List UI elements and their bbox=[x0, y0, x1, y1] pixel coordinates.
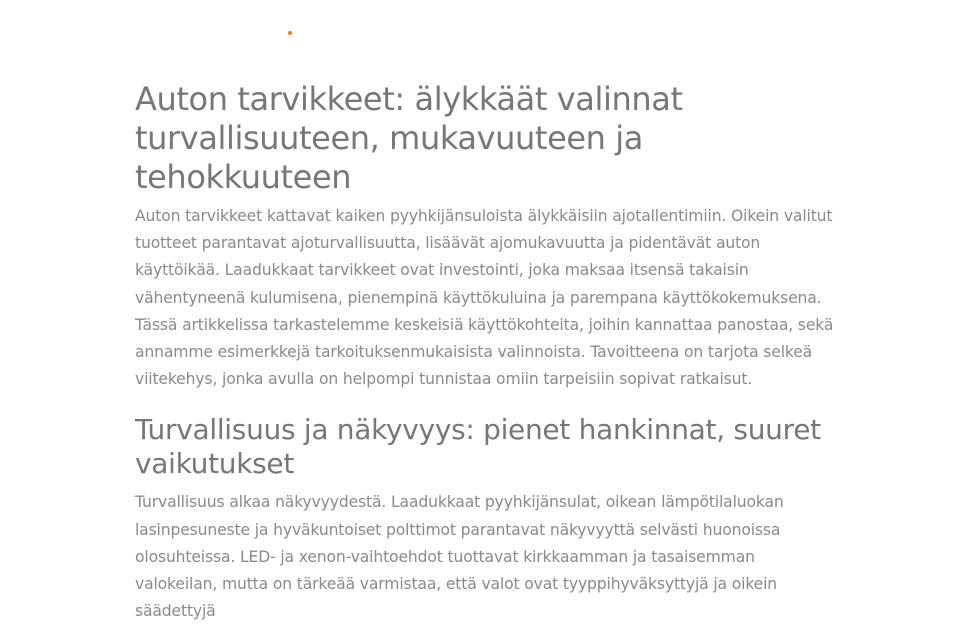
article-title: Auton tarvikkeet: älykkäät valinnat turvallisuuteen, mukavuuteen ja tehokkuuteen bbox=[135, 80, 683, 196]
header-accent-dot bbox=[288, 31, 292, 35]
article-intro-paragraph: Auton tarvikkeet kattavat kaiken pyyhkijänsuloista älykkäisiin ajotallentimiin. Oikein valitut tuotteet parantavat ajoturvallisuutta, lisäävät ajomukavuutta ja pidentävät auton käyttöikää. Laadukkaat tarvikkeet ovat investointi, joka maksaa itsensä takaisin vähentyneenä kulumisena, pienempinä käyttökuluina ja parempana käyttökokemuksena. Tässä artikkelissa tarkastelemme keskeisiä käyttökohteita, joihin kannattaa panostaa, sekä annamme esimerkkejä tarkoituksenmukaisista valinnoista. Tavoitteena on tarjota selkeä viitekehys, jonka avulla on helpompi tunnistaa omiin tarpeisiin sopivat ratkaisut. bbox=[135, 207, 834, 389]
section-heading-safety-visibility: Turvallisuus ja näkyvyys: pienet hankinnat, suuret vaikutukset bbox=[135, 413, 821, 481]
article bbox=[135, 80, 835, 625]
section-paragraph-safety-visibility: Turvallisuus alkaa näkyvyydestä. Laadukkaat pyyhkijänsulat, oikean lämpötilaluokan lasinpesuneste ja hyväkuntoiset polttimot parantavat näkyvyyttä selvästi huonoissa olosuhteissa. LED- ja xenon-vaihtoehdot tuottavat kirkkaamman ja tasaisemman valokeilan, mutta on tärkeää varmistaa, että valot ovat tyyppihyväksyttyjä ja oikein säädettyjä bbox=[135, 493, 784, 621]
